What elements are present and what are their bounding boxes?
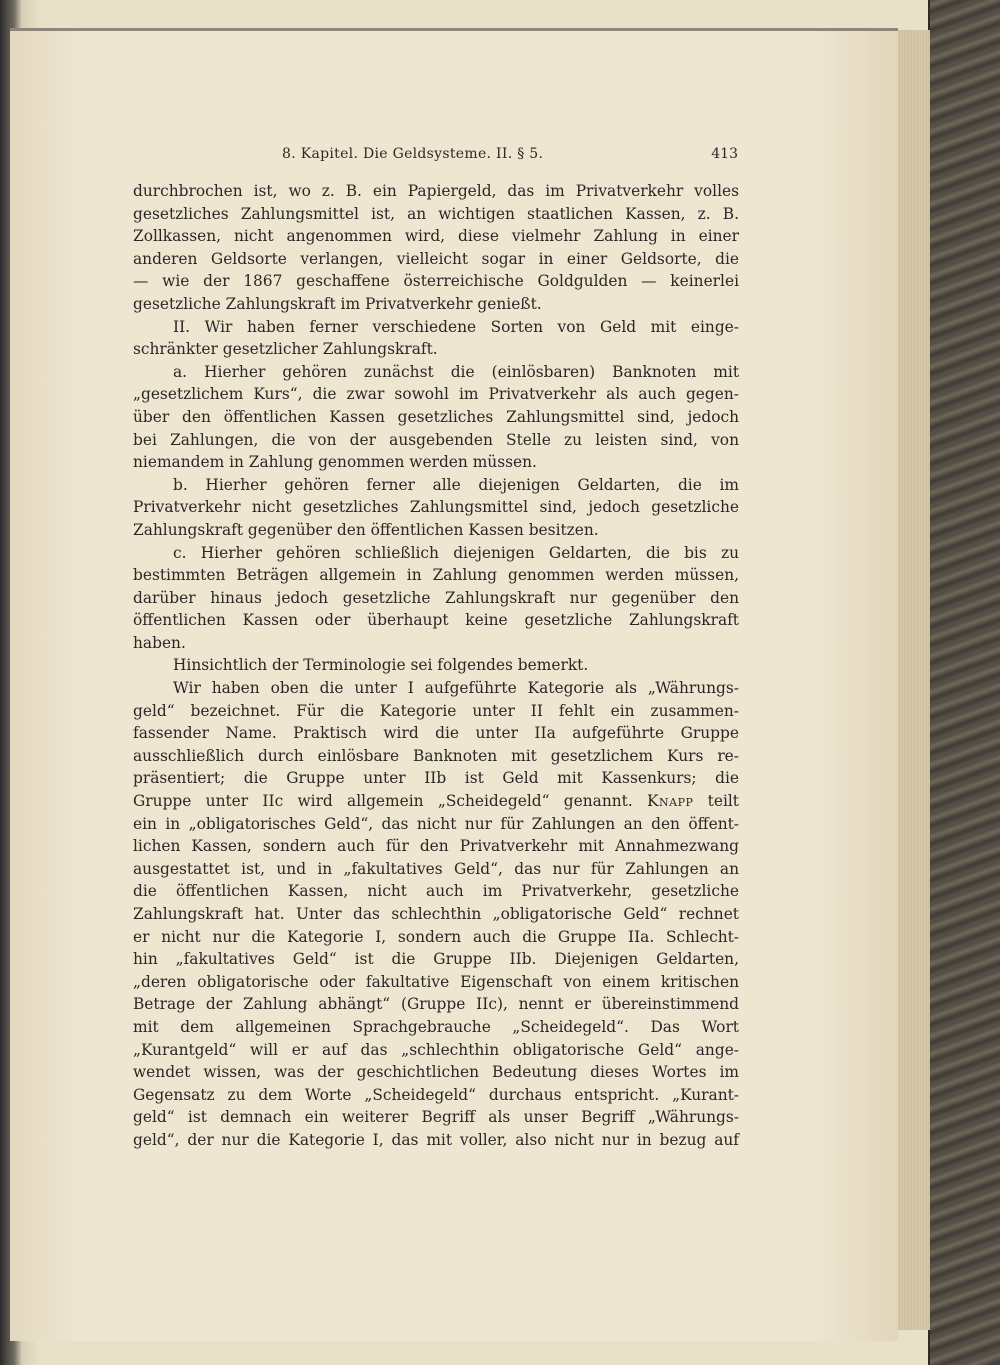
text-line: ein in „obligatorisches Geld“, das nicht nur für Zahlungen an den öffent- bbox=[133, 814, 739, 833]
text-line: Betrage der Zahlung abhängt“ (Gruppe IIc), nennt er übereinstimmend bbox=[133, 995, 739, 1014]
text-line: Hinsichtlich der Terminologie sei folgendes bemerkt. bbox=[173, 656, 589, 675]
text-line: „Kurantgeld“ will er auf das „schlechthin obligatorische Geld“ ange- bbox=[133, 1040, 739, 1059]
page-stack-edge bbox=[895, 30, 930, 1330]
text-line: „deren obligatorische oder fakultative Eigenschaft von einem kritischen bbox=[133, 972, 739, 991]
text-line: präsentiert; die Gruppe unter IIb ist Geld mit Kassenkurs; die bbox=[133, 769, 739, 788]
text-line: bestimmten Beträgen allgemein in Zahlung genommen werden müssen, bbox=[133, 566, 739, 585]
text-line: gesetzliche Zahlungskraft im Privatverkehr genießt. bbox=[133, 294, 542, 313]
text-line: haben. bbox=[133, 633, 186, 652]
text-line: ausschließlich durch einlösbare Banknoten mit gesetzlichem Kurs re- bbox=[133, 746, 739, 765]
text-line: hin „fakultatives Geld“ ist die Gruppe IIb. Diejenigen Geldarten, bbox=[133, 950, 739, 969]
text-line: die öffentlichen Kassen, nicht auch im Privatverkehr, gesetzliche bbox=[133, 882, 739, 901]
text-line: geld“, der nur die Kategorie I, das mit voller, also nicht nur in bezug auf bbox=[133, 1130, 739, 1149]
text-line: er nicht nur die Kategorie I, sondern auch die Gruppe IIa. Schlecht- bbox=[133, 927, 739, 946]
text-line: lichen Kassen, sondern auch für den Privatverkehr mit Annahmezwang bbox=[133, 837, 739, 856]
text-line: fassender Name. Praktisch wird die unter IIa aufgeführte Gruppe bbox=[133, 724, 739, 743]
author-name-knapp: Knapp bbox=[647, 792, 694, 811]
text-line: mit dem allgemeinen Sprachgebrauche „Scheidegeld“. Das Wort bbox=[133, 1017, 739, 1036]
text-line: a. Hierher gehören zunächst die (einlösbaren) Banknoten mit bbox=[173, 362, 739, 381]
page-header bbox=[282, 146, 738, 166]
text-line: b. Hierher gehören ferner alle diejenigen Geldarten, die im bbox=[173, 475, 739, 494]
text-line: durchbrochen ist, wo z. B. ein Papiergeld, das im Privatverkehr volles bbox=[133, 182, 739, 200]
text-line: Gegensatz zu dem Worte „Scheidegeld“ durchaus entspricht. „Kurant- bbox=[133, 1085, 739, 1104]
text-line: — wie der 1867 geschaffene österreichische Goldgulden — keinerlei bbox=[133, 272, 739, 291]
text-line bbox=[133, 790, 739, 813]
text-line: öffentlichen Kassen oder überhaupt keine gesetzliche Zahlungskraft bbox=[133, 611, 739, 630]
text-line: geld“ bezeichnet. Für die Kategorie unter II fehlt ein zusammen- bbox=[133, 701, 739, 720]
text-segment: teilt bbox=[693, 792, 739, 811]
text-line: geld“ ist demnach ein weiterer Begriff als unser Begriff „Währungs- bbox=[133, 1108, 739, 1127]
text-line: c. Hierher gehören schließlich diejenigen Geldarten, die bis zu bbox=[173, 543, 739, 562]
text-line: Wir haben oben die unter I aufgeführte Kategorie als „Währungs- bbox=[173, 679, 739, 698]
text-line: II. Wir haben ferner verschiedene Sorten von Geld mit einge- bbox=[173, 317, 739, 336]
text-line: darüber hinaus jedoch gesetzliche Zahlungskraft nur gegenüber den bbox=[133, 588, 739, 607]
text-line: Zahlungskraft gegenüber den öffentlichen Kassen besitzen. bbox=[133, 520, 599, 539]
text-line: ausgestattet ist, und in „fakultatives Geld“, das nur für Zahlungen an bbox=[133, 859, 739, 878]
text-line: „gesetzlichem Kurs“, die zwar sowohl im Privatverkehr als auch gegen- bbox=[133, 385, 739, 404]
page-number: 413 bbox=[711, 146, 738, 162]
text-line: Zollkassen, nicht angenommen wird, diese vielmehr Zahlung in einer bbox=[133, 227, 739, 246]
text-line: über den öffentlichen Kassen gesetzliches Zahlungsmittel sind, jedoch bbox=[133, 407, 739, 426]
running-head: 8. Kapitel. Die Geldsysteme. II. § 5. bbox=[282, 146, 544, 162]
text-line: Zahlungskraft hat. Unter das schlechthin „obligatorische Geld“ rechnet bbox=[133, 905, 739, 923]
text-segment: Gruppe unter IIc wird allgemein „Scheidegeld“ genannt. bbox=[133, 792, 633, 811]
body-text bbox=[133, 180, 739, 1152]
book-cover-edge bbox=[928, 0, 1000, 1365]
text-line: wendet wissen, was der geschichtlichen Bedeutung dieses Wortes im bbox=[133, 1063, 739, 1082]
text-line: gesetzliches Zahlungsmittel ist, an wichtigen staatlichen Kassen, z. B. bbox=[133, 204, 739, 223]
text-line: niemandem in Zahlung genommen werden müssen. bbox=[133, 453, 537, 472]
text-line: bei Zahlungen, die von der ausgebenden Stelle zu leisten sind, von bbox=[133, 430, 739, 449]
text-line: schränkter gesetzlicher Zahlungskraft. bbox=[133, 340, 438, 359]
text-line: Privatverkehr nicht gesetzliches Zahlungsmittel sind, jedoch gesetzliche bbox=[133, 498, 739, 517]
text-line: anderen Geldsorte verlangen, vielleicht sogar in einer Geldsorte, die bbox=[133, 249, 739, 268]
